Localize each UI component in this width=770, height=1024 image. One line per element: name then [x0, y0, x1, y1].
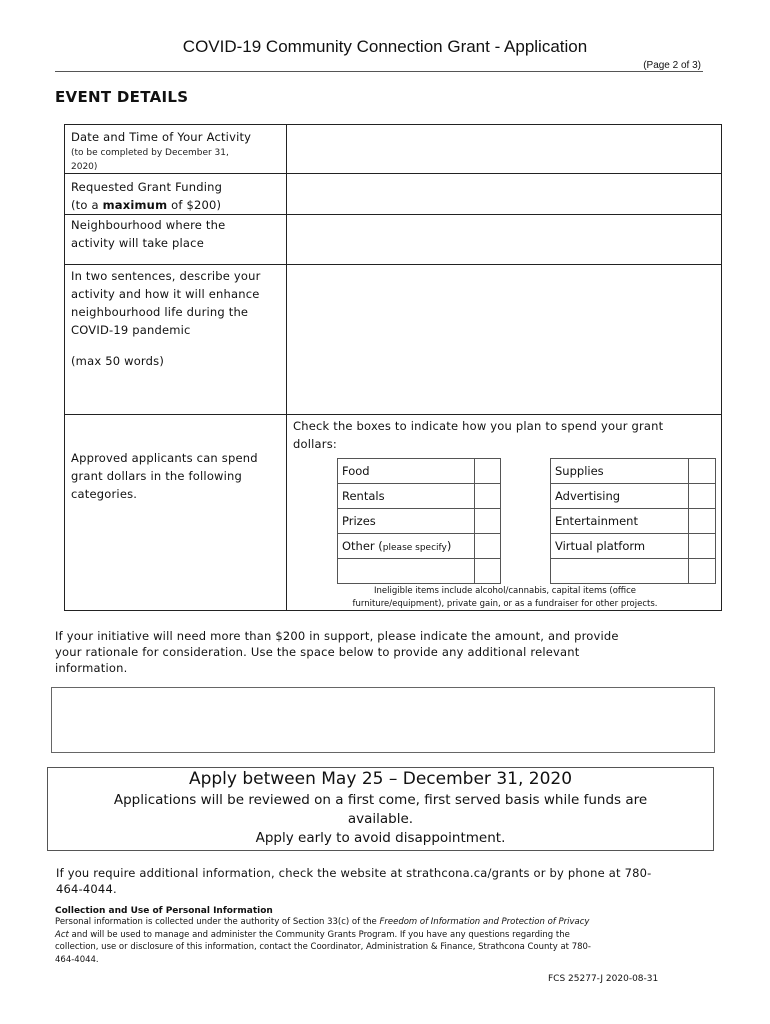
checkbox-other-specify[interactable] [474, 558, 501, 584]
neighbourhood-label-cell [64, 214, 287, 265]
date-input-field[interactable] [286, 124, 722, 174]
describe-label-line1: In two sentences, describe your [71, 269, 261, 283]
describe-label-line3: neighbourhood life during the [71, 305, 249, 319]
foip-act-name: Freedom of Information and Protection of Privacy [379, 917, 590, 927]
category-advertising-label: Advertising [555, 489, 621, 503]
neighbourhood-label-line1: Neighbourhood where the [71, 218, 226, 232]
apply-notice-box [47, 767, 714, 851]
category-entertainment-label: Entertainment [555, 514, 638, 528]
ineligible-line2: furniture/equipment), private gain, or as a fundraiser for other projects. [352, 599, 658, 609]
form-title: COVID-19 Community Connection Grant - Application [182, 37, 588, 56]
approved-label-line1: Approved applicants can spend [71, 451, 258, 465]
category-other [337, 533, 475, 559]
other-note: please specify [382, 543, 447, 553]
describe-max-words: (max 50 words) [71, 354, 165, 368]
funding-max-note [71, 196, 286, 214]
check-instructions-line1: Check the boxes to indicate how you plan to spend your grant [293, 419, 664, 433]
category-virtual-platform-label: Virtual platform [555, 539, 646, 553]
category-virtual-platform [550, 533, 689, 559]
privacy-line3: collection, use or disclosure of this information, contact the Coordinator, Administration & Finance, Strathcona County at 780- [55, 942, 591, 952]
foip-act-suffix: Act [55, 929, 69, 940]
ineligible-note [290, 585, 720, 611]
funding-label: Requested Grant Funding [71, 180, 223, 194]
checkbox-rentals[interactable] [474, 483, 501, 509]
funding-label-cell [64, 173, 287, 215]
category-food [337, 458, 475, 484]
describe-label-line2: activity and how it will enhance [71, 287, 260, 301]
check-instructions-line2: dollars: [293, 437, 337, 451]
category-prizes-label: Prizes [342, 514, 376, 528]
other-suffix: ) [446, 539, 452, 553]
checkbox-virtual-platform[interactable] [688, 533, 716, 559]
category-entertainment [550, 508, 689, 534]
approved-label-cell [64, 414, 287, 611]
notice-line2: available. [347, 811, 414, 827]
checkbox-entertainment[interactable] [688, 508, 716, 534]
category-advertising [550, 483, 689, 509]
privacy-section [55, 906, 735, 966]
checkbox-supplies[interactable] [688, 458, 716, 484]
approved-label-line2: grant dollars in the following [71, 469, 243, 483]
other-prefix: Other ( [342, 539, 383, 553]
category-rentals [337, 483, 475, 509]
contact-info [56, 865, 736, 897]
neighbourhood-input-field[interactable] [286, 214, 722, 265]
extra-category-input[interactable] [550, 558, 689, 584]
privacy-line2 [55, 929, 735, 942]
neighbourhood-label-line2: activity will take place [71, 236, 204, 250]
category-supplies-label: Supplies [555, 464, 604, 478]
header-divider [55, 71, 703, 72]
checkbox-extra[interactable] [688, 558, 716, 584]
privacy-line1 [55, 916, 735, 929]
privacy-line1-a: Personal information is collected under the authority of Section 33(c) of the [55, 917, 380, 927]
notice-line3: Apply early to avoid disappointment. [255, 830, 506, 846]
category-rentals-label: Rentals [342, 489, 385, 503]
additional-line1: If your initiative will need more than $200 in support, please indicate the amount, and provide [55, 629, 619, 643]
funding-input-field[interactable] [286, 173, 722, 215]
notice-line1: Applications will be reviewed on a first come, first served basis while funds are [113, 792, 648, 808]
funding-suffix: of $200) [167, 198, 222, 212]
funding-prefix: (to a [71, 198, 103, 212]
describe-label-line4: COVID-19 pandemic [71, 323, 191, 337]
category-supplies [550, 458, 689, 484]
additional-info-input[interactable] [51, 687, 715, 753]
contact-line1: If you require additional information, check the website at strathcona.ca/grants or by phone at 780- [56, 866, 652, 880]
section-heading: EVENT DETAILS [55, 88, 189, 106]
checkbox-other[interactable] [474, 533, 501, 559]
notice-title: Apply between May 25 – December 31, 2020 [188, 769, 573, 789]
checkbox-food[interactable] [474, 458, 501, 484]
additional-line3: information. [55, 661, 128, 675]
category-food-label: Food [342, 464, 370, 478]
page-indicator: (Page 2 of 3) [643, 60, 701, 71]
approved-label-line3: categories. [71, 487, 138, 501]
checkbox-prizes[interactable] [474, 508, 501, 534]
checkbox-advertising[interactable] [688, 483, 716, 509]
other-specify-input[interactable] [337, 558, 475, 584]
ineligible-line1: Ineligible items include alcohol/cannabis, capital items (office [373, 586, 637, 596]
privacy-line4: 464-4044. [55, 954, 99, 965]
funding-maximum: maximum [102, 198, 168, 212]
describe-input-field[interactable] [286, 264, 722, 415]
form-code: FCS 25277-J 2020-08-31 [548, 974, 659, 984]
contact-line2: 464-4044. [56, 882, 117, 896]
privacy-heading: Collection and Use of Personal Information [55, 906, 273, 916]
category-prizes [337, 508, 475, 534]
date-label: Date and Time of Your Activity [71, 130, 252, 144]
privacy-line2-b: and will be used to manage and administer the Community Grants Program. If you have any questions regarding the [68, 929, 570, 940]
date-note-line1: (to be completed by December 31, [71, 148, 229, 158]
date-note-line2: 2020) [71, 162, 98, 172]
date-label-cell [64, 124, 287, 174]
additional-info-text [55, 628, 735, 676]
describe-label-cell [64, 264, 287, 415]
additional-line2: your rationale for consideration. Use the space below to provide any additional relevant [55, 645, 580, 659]
